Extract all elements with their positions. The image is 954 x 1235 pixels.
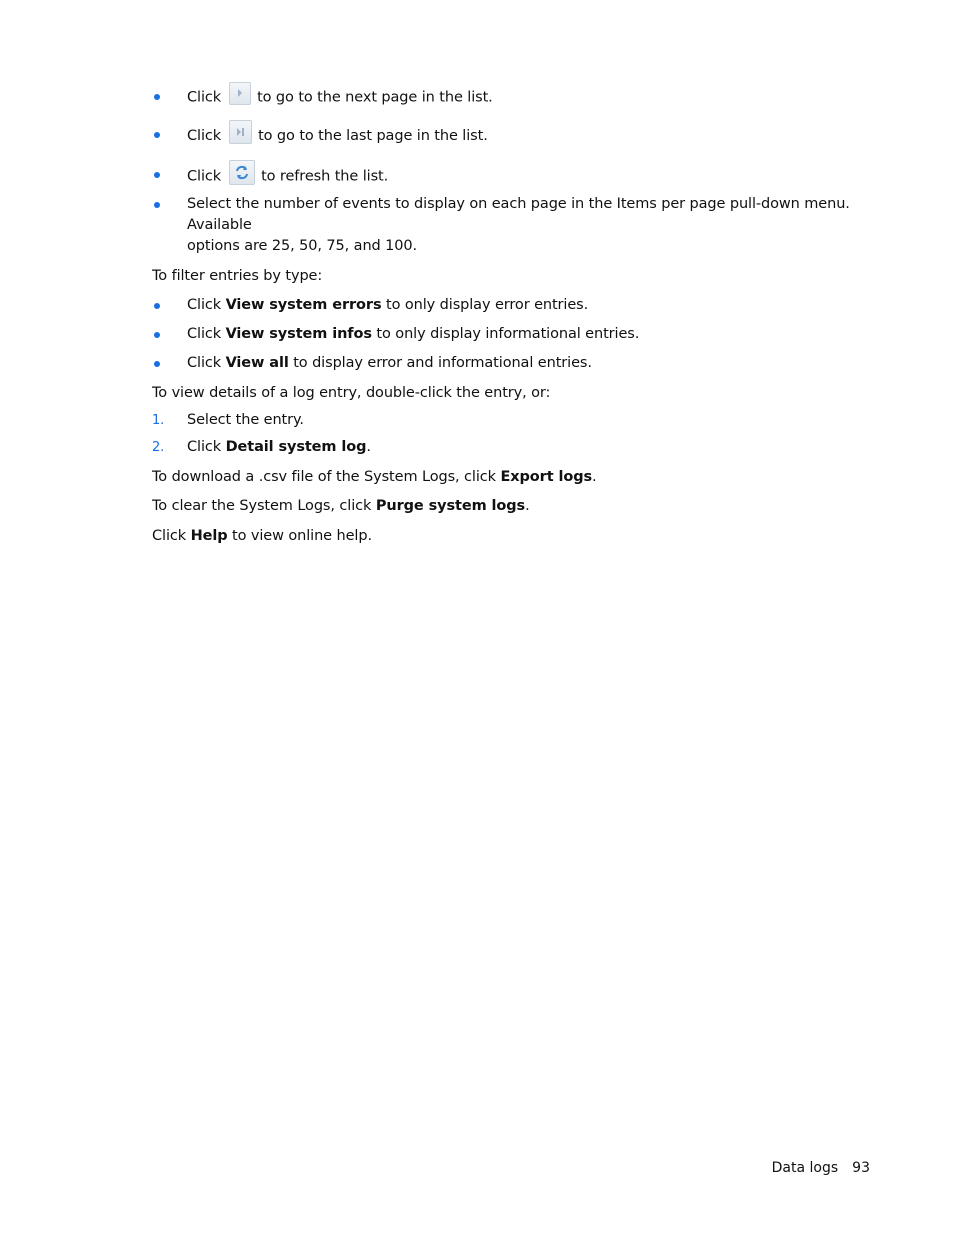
step-text: Click — [187, 439, 226, 455]
help-paragraph — [152, 526, 876, 547]
item-text: Click — [187, 326, 226, 342]
purge-text: . — [525, 498, 530, 514]
step-item — [152, 437, 876, 458]
purge-text: To clear the System Logs, click — [152, 498, 376, 514]
item-text: Click — [187, 297, 226, 313]
step-text: Select the entry. — [187, 412, 304, 428]
item-text: to display error and informational entries. — [288, 355, 592, 371]
list-item-view-system-infos — [152, 324, 876, 345]
detail-system-log-label: Detail system log — [225, 439, 367, 455]
help-text: to view online help. — [227, 528, 372, 544]
list-item-view-system-errors — [152, 295, 876, 316]
details-intro: To view details of a log entry, double-click the entry, or: — [152, 385, 551, 401]
export-paragraph — [152, 467, 876, 488]
help-label: Help — [190, 528, 228, 544]
help-text: Click — [152, 528, 191, 544]
footer-section-title: Data logs — [771, 1160, 839, 1176]
click-label: Click — [187, 168, 222, 185]
bullet-icon — [154, 332, 160, 338]
bullet-icon — [154, 172, 160, 178]
list-item-view-all — [152, 353, 876, 374]
list-item-next-page — [152, 86, 876, 110]
page-footer — [772, 1158, 870, 1178]
list-item-refresh — [152, 164, 876, 188]
export-logs-label: Export logs — [500, 469, 593, 485]
step-text: . — [366, 439, 371, 455]
filter-intro: To filter entries by type: — [152, 268, 323, 284]
bullet-icon — [154, 132, 160, 138]
items-per-page-line-1: Select the number of events to display on each page in the Items per page pull-down menu. Available — [187, 196, 850, 233]
purge-paragraph — [152, 496, 876, 517]
view-all-label: View all — [225, 355, 289, 371]
last-page-text: to go to the last page in the list. — [258, 128, 488, 144]
bullet-icon — [154, 303, 160, 309]
step-item — [152, 410, 876, 431]
page-number: 93 — [852, 1160, 870, 1176]
item-text: Click — [187, 355, 226, 371]
item-text: to only display informational entries. — [371, 326, 640, 342]
item-text: to only display error entries. — [381, 297, 589, 313]
last-page-icon — [229, 120, 252, 144]
page-content — [152, 86, 876, 547]
list-item-items-per-page — [152, 194, 876, 257]
next-page-text: to go to the next page in the list. — [257, 89, 493, 106]
refresh-text: to refresh the list. — [261, 168, 389, 185]
list-item-last-page — [152, 124, 876, 148]
view-system-errors-label: View system errors — [225, 297, 382, 313]
items-per-page-line-2: options are 25, 50, 75, and 100. — [187, 238, 418, 254]
bullet-icon — [154, 361, 160, 367]
click-label: Click — [187, 89, 222, 106]
purge-system-logs-label: Purge system logs — [375, 498, 526, 514]
next-page-icon — [229, 82, 251, 105]
click-label: Click — [187, 128, 222, 144]
export-text: To download a .csv file of the System Logs, click — [152, 469, 501, 485]
step-number: 1. — [152, 413, 165, 428]
view-system-infos-label: View system infos — [225, 326, 372, 342]
step-number: 2. — [152, 440, 165, 455]
bullet-icon — [154, 202, 160, 208]
export-text: . — [592, 469, 597, 485]
bullet-icon — [154, 94, 160, 100]
refresh-icon — [229, 160, 255, 185]
